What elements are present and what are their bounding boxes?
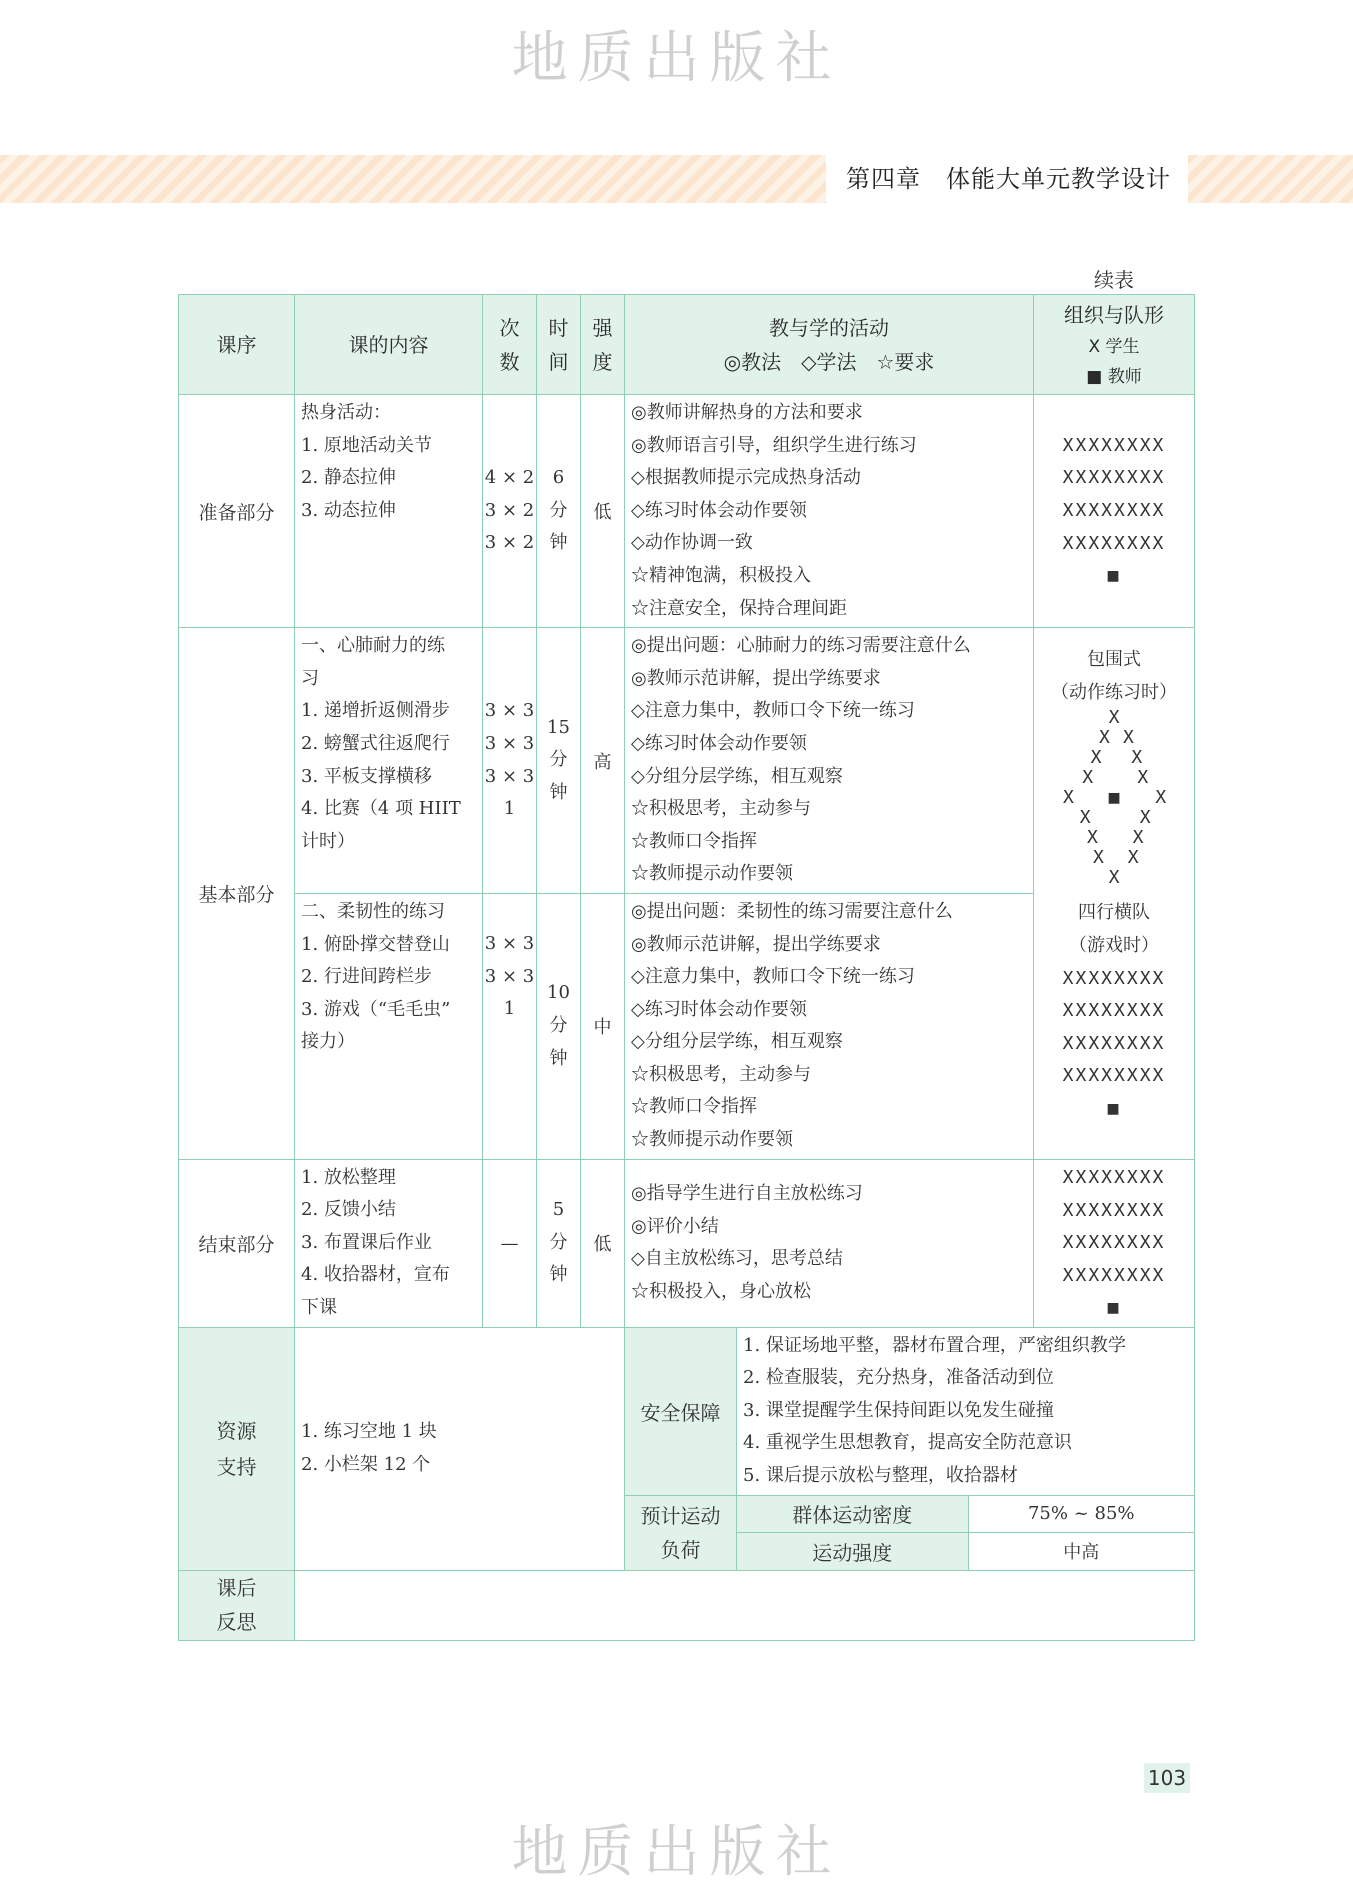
student-x-icon: X [1131, 747, 1143, 769]
basic-part2-activities: ◎提出问题：柔韧性的练习需要注意什么 ◎教师示范讲解，提出学练要求 ◇注意力集中，教师口令下统一练习 ◇练习时体会动作要领 ◇分组分层学练，相互观察 ☆积极思考，主动参与 ☆教师口令指挥 ☆教师提示动作要领 [625, 893, 1034, 1159]
prep-section-label: 准备部分 [179, 395, 295, 628]
student-x-icon: X [1079, 807, 1091, 829]
end-duration: 5 分 钟 [537, 1159, 581, 1327]
student-x-icon: X [1137, 767, 1149, 789]
safety-items: 1. 保证场地平整，器材布置合理，严密组织教学 2. 检查服装，充分热身，准备活动到位 3. 课堂提醒学生保持间距以免发生碰撞 4. 重视学生思想教育，提高安全防范意识 5. 课后提示放松与整理，收拾器材 [737, 1327, 1195, 1495]
student-x-icon: X [1108, 707, 1120, 729]
prep-activities: ◎教师讲解热身的方法和要求 ◎教师语言引导，组织学生进行练习 ◇根据教师提示完成热身活动 ◇练习时体会动作要领 ◇动作协调一致 ☆精神饱满，积极投入 ☆注意安全，保持合理间距 [625, 395, 1034, 628]
student-x-icon: X [1155, 787, 1167, 809]
basic-part2-times: 3 × 3 3 × 3 1 [483, 893, 537, 1159]
basic-part2-intensity: 中 [581, 893, 625, 1159]
resources-items: 1. 练习空地 1 块 2. 小栏架 12 个 [295, 1327, 625, 1570]
surround-formation-diagram [1054, 709, 1174, 887]
formation-a-title: 包围式 （动作练习时） [1051, 649, 1178, 703]
basic-part1-duration: 15 分 钟 [537, 628, 581, 894]
student-x-icon: X [1127, 847, 1139, 869]
student-x-icon: X [1132, 827, 1144, 849]
prep-times: 4 × 2 3 × 2 3 × 2 [483, 395, 537, 628]
publisher-watermark-top: 地质出版社 [511, 26, 842, 91]
header-content: 课的内容 [295, 295, 483, 395]
student-x-icon: X [1063, 787, 1074, 809]
reflection-label: 课后 反思 [179, 1570, 295, 1640]
safety-label: 安全保障 [625, 1327, 737, 1495]
teacher-square-icon: ■ [1108, 787, 1120, 809]
header-times: 次 数 [483, 295, 537, 395]
prep-intensity: 低 [581, 395, 625, 628]
prep-formation: XXXXXXXX XXXXXXXX XXXXXXXX XXXXXXXX ■ [1034, 395, 1195, 628]
student-x-icon: X [1087, 827, 1098, 849]
student-x-icon: X [1108, 867, 1120, 889]
basic-part1-content: 一、心肺耐力的练 习 1. 递增折返侧滑步 2. 螃蟹式往返爬行 3. 平板支撑横移 4. 比赛（4 项 HIIT 计时） [295, 628, 483, 894]
basic-part1-times: 3 × 3 3 × 3 3 × 3 1 [483, 628, 537, 894]
formation-b-rows: XXXXXXXX XXXXXXXX XXXXXXXX XXXXXXXX ■ [1034, 963, 1194, 1125]
density-value: 75% ~ 85% [968, 1496, 1194, 1533]
student-x-icon: X [1090, 747, 1102, 769]
end-section-label: 结束部分 [179, 1159, 295, 1327]
basic-part1-intensity: 高 [581, 628, 625, 894]
header-intensity: 强 度 [581, 295, 625, 395]
header-formation: 组织与队形 X 学生 ■ 教师 [1034, 295, 1195, 395]
end-formation: XXXXXXXX XXXXXXXX XXXXXXXX XXXXXXXX ■ [1034, 1159, 1195, 1327]
basic-part1-activities: ◎提出问题：心肺耐力的练习需要注意什么 ◎教师示范讲解，提出学练要求 ◇注意力集中，教师口令下统一练习 ◇练习时体会动作要领 ◇分组分层学练，相互观察 ☆积极思考，主动参与 ☆教师口令指挥 ☆教师提示动作要领 [625, 628, 1034, 894]
reflection-content [295, 1570, 1195, 1640]
prep-content: 热身活动： 1. 原地活动关节 2. 静态拉伸 3. 动态拉伸 [295, 395, 483, 628]
teacher-square-icon: ■ [1107, 565, 1121, 587]
header-activities: 教与学的活动 ◎教法 ◇学法 ☆要求 [625, 295, 1034, 395]
basic-part2-duration: 10 分 钟 [537, 893, 581, 1159]
formation-b-title: 四行横队 （游戏时） [1069, 902, 1160, 956]
prep-duration: 6 分 钟 [537, 395, 581, 628]
table-header-row [179, 295, 1195, 395]
lesson-plan-table [178, 294, 1195, 1641]
student-x-icon: X [1099, 727, 1110, 749]
header-section: 课序 [179, 295, 295, 395]
density-label: 群体运动密度 [737, 1496, 968, 1533]
end-intensity: 低 [581, 1159, 625, 1327]
teacher-square-icon: ■ [1107, 1097, 1121, 1119]
reflection-row [179, 1570, 1195, 1640]
end-row [179, 1159, 1195, 1327]
load-table [737, 1495, 1195, 1570]
load-label: 预计运动 负荷 [625, 1495, 737, 1570]
intensity-value: 中高 [1063, 1542, 1100, 1564]
page-number: 103 [1144, 1763, 1190, 1793]
basic-formation [1034, 628, 1195, 1160]
prep-row [179, 395, 1195, 628]
student-x-icon: X [1093, 847, 1104, 869]
student-x-icon: X [1082, 767, 1094, 789]
header-duration: 时 间 [537, 295, 581, 395]
resources-safety-row [179, 1327, 1195, 1495]
basic-section-label: 基本部分 [179, 628, 295, 1160]
basic-row-1 [179, 628, 1195, 894]
student-x-icon: X [1139, 807, 1151, 829]
end-content: 1. 放松整理 2. 反馈小结 3. 布置课后作业 4. 收拾器材，宣布 下课 [295, 1159, 483, 1327]
basic-part2-content: 二、柔韧性的练习 1. 俯卧撑交替登山 2. 行进间跨栏步 3. 游戏（“毛毛虫” 接力） [295, 893, 483, 1159]
continued-label: 续表 [1094, 268, 1134, 292]
end-activities: ◎指导学生进行自主放松练习 ◎评价小结 ◇自主放松练习，思考总结 ☆积极投入，身心放松 [625, 1159, 1034, 1327]
publisher-watermark-bottom: 地质出版社 [511, 1820, 842, 1885]
intensity-label: 运动强度 [737, 1533, 968, 1570]
end-times: — [483, 1159, 537, 1327]
chapter-title: 第四章 体能大单元教学设计 [826, 155, 1188, 203]
student-x-icon: X [1123, 727, 1134, 749]
load-subtable [737, 1496, 1194, 1570]
teacher-square-icon: ■ [1107, 1297, 1121, 1319]
resources-label: 资源 支持 [179, 1327, 295, 1570]
